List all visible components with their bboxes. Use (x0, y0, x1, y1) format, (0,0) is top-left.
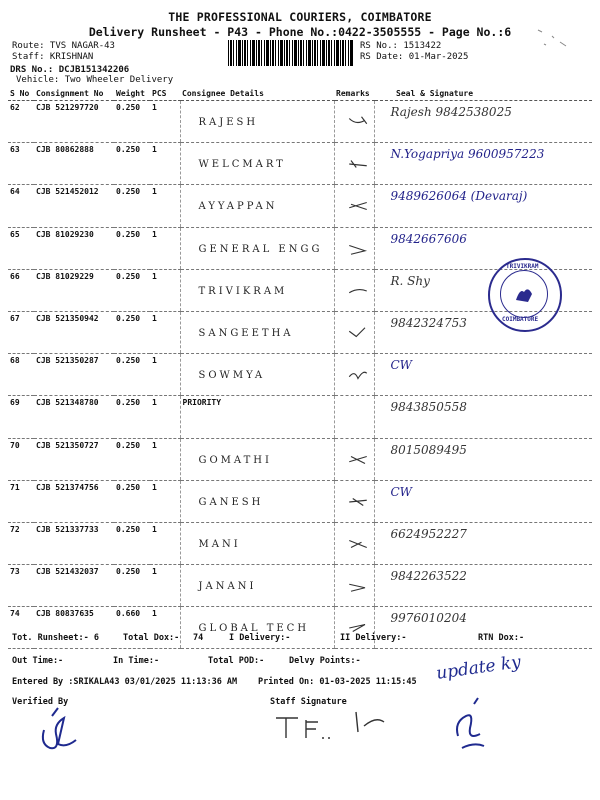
row-consignee-name: MANI (198, 538, 241, 550)
delvy-points: Delvy Points:- (289, 656, 361, 666)
ii-delivery-label: II Delivery:- (340, 633, 407, 643)
row-pcs: 1 (150, 396, 180, 438)
row-pcs: 1 (150, 311, 180, 353)
row-weight: 0.250 (114, 565, 150, 607)
row-remarks (334, 480, 374, 522)
company-seal (488, 258, 562, 332)
row-consignee (180, 311, 334, 353)
row-sno: 62 (8, 101, 34, 143)
row-pcs: 1 (150, 269, 180, 311)
remark-tick-icon (345, 199, 371, 213)
row-weight: 0.250 (114, 438, 150, 480)
row-weight: 0.250 (114, 396, 150, 438)
rtn-dox-label: RTN Dox:- (478, 633, 525, 643)
row-weight: 0.250 (114, 354, 150, 396)
row-pcs: 1 (150, 438, 180, 480)
col-consignment: Consignment No (34, 86, 114, 101)
row-remarks (334, 438, 374, 480)
row-signature-text: 9489626064 (Devaraj) (390, 189, 528, 204)
total-dox-value: 74 (193, 633, 204, 643)
row-remarks (334, 396, 374, 438)
row-weight: 0.250 (114, 269, 150, 311)
verifier-signature-icon (36, 704, 82, 756)
row-pcs: 1 (150, 227, 180, 269)
row-remarks (334, 185, 374, 227)
in-time: In Time:- (113, 656, 160, 666)
row-sno: 63 (8, 143, 34, 185)
row-consignment-no: CJB 521350287 (34, 354, 114, 396)
row-consignment-no: CJB 521432037 (34, 565, 114, 607)
row-pcs: 1 (150, 607, 180, 649)
col-consignee: Consignee Details (180, 86, 334, 101)
row-pcs: 1 (150, 354, 180, 396)
row-signature-text: 9842667606 (390, 231, 467, 246)
row-consignee (180, 354, 334, 396)
remark-tick-icon (345, 326, 371, 340)
printed-on: Printed On: 01-03-2025 11:15:45 (258, 677, 417, 687)
row-sno: 68 (8, 354, 34, 396)
row-signature-text: CW (390, 358, 413, 373)
row-consignee (180, 522, 334, 564)
staff-signature-label: Staff Signature (270, 697, 347, 707)
row-consignee-name: TRIVIKRAM (198, 285, 288, 297)
row-pcs: 1 (150, 522, 180, 564)
table-row (8, 480, 592, 522)
row-signature-text: 9842263522 (390, 569, 467, 584)
row-consignee (180, 227, 334, 269)
row-consignee-name: GOMATHI (198, 454, 272, 466)
row-signature (374, 522, 592, 564)
row-signature-text: 9976010204 (390, 611, 467, 626)
rs-number: RS No.: 1513422 (360, 41, 442, 51)
row-consignment-no: CJB 521452012 (34, 185, 114, 227)
remark-tick-icon (345, 115, 371, 129)
row-pcs: 1 (150, 480, 180, 522)
total-runsheet: Tot. Runsheet:- 6 (12, 633, 99, 643)
row-sno: 72 (8, 522, 34, 564)
row-consignee (180, 396, 334, 438)
table-row (8, 522, 592, 564)
row-consignee-name: SANGEETHA (198, 327, 294, 339)
row-weight: 0.250 (114, 522, 150, 564)
row-printed-note: PRIORITY (182, 398, 222, 408)
row-sno: 67 (8, 311, 34, 353)
row-signature (374, 354, 592, 396)
row-sno: 73 (8, 565, 34, 607)
row-remarks (334, 354, 374, 396)
row-consignment-no: CJB 521374756 (34, 480, 114, 522)
row-consignee-name: GENERAL ENGG (198, 243, 323, 255)
row-consignee (180, 185, 334, 227)
rs-date: RS Date: 01-Mar-2025 (360, 52, 469, 62)
remark-tick-icon (345, 368, 371, 382)
row-pcs: 1 (150, 565, 180, 607)
row-remarks (334, 311, 374, 353)
seal-bottom-text: COIMBATORE (502, 316, 539, 323)
consignment-table (8, 86, 592, 649)
row-consignee (180, 143, 334, 185)
remark-tick-icon (345, 284, 371, 298)
row-consignment-no: CJB 81029229 (34, 269, 114, 311)
table-row (8, 143, 592, 185)
row-signature-text: 6624952227 (390, 526, 467, 541)
row-signature-text: R. Shy (390, 273, 430, 288)
total-pod: Total POD:- (208, 656, 265, 666)
row-consignment-no: CJB 521350727 (34, 438, 114, 480)
row-consignment-no: CJB 521297720 (34, 101, 114, 143)
row-remarks (334, 227, 374, 269)
row-consignment-no: CJB 521348780 (34, 396, 114, 438)
table-row (8, 565, 592, 607)
runsheet-subtitle: Delivery Runsheet - P43 - Phone No.:0422-3505555 - Page No.:6 (88, 25, 512, 39)
row-consignee-name: RAJESH (198, 117, 259, 128)
row-consignee-name: JANANI (198, 581, 257, 593)
staff-signature-icon (272, 706, 392, 746)
row-weight: 0.250 (114, 185, 150, 227)
row-consignment-no: CJB 81029230 (34, 227, 114, 269)
row-sno: 70 (8, 438, 34, 480)
col-sno: S No (8, 86, 34, 101)
row-consignee (180, 269, 334, 311)
row-sno: 66 (8, 269, 34, 311)
row-consignee (180, 565, 334, 607)
row-consignment-no: CJB 80862888 (34, 143, 114, 185)
row-consignee-name: SOWMYA (198, 370, 266, 382)
remark-tick-icon (345, 242, 371, 256)
row-sno: 71 (8, 480, 34, 522)
i-delivery-label: I Delivery:- (229, 633, 291, 643)
row-signature (374, 227, 592, 269)
update-note: update ky (435, 652, 523, 684)
row-signature (374, 185, 592, 227)
row-signature-text: 9843850558 (390, 400, 467, 415)
row-pcs: 1 (150, 185, 180, 227)
row-signature-text: CW (390, 484, 413, 499)
remark-tick-icon (345, 157, 371, 171)
barcode (228, 40, 353, 66)
row-weight: 0.250 (114, 311, 150, 353)
row-weight: 0.250 (114, 227, 150, 269)
row-weight: 0.250 (114, 480, 150, 522)
remark-tick-icon (345, 537, 371, 551)
seal-emblem-icon (510, 280, 538, 308)
row-weight: 0.660 (114, 607, 150, 649)
row-signature (374, 311, 592, 353)
row-weight: 0.250 (114, 143, 150, 185)
row-signature (374, 396, 592, 438)
row-remarks (334, 522, 374, 564)
row-signature-text: Rajesh 9842538025 (390, 105, 512, 119)
row-consignment-no: CJB 80837635 (34, 607, 114, 649)
row-pcs: 1 (150, 143, 180, 185)
table-row (8, 354, 592, 396)
row-consignment-no: CJB 521337733 (34, 522, 114, 564)
row-weight: 0.250 (114, 101, 150, 143)
drs-number: DRS No.: DCJB151342206 (10, 65, 130, 75)
company-name: THE PROFESSIONAL COURIERS, COIMBATORE (168, 10, 432, 24)
row-sno: 65 (8, 227, 34, 269)
total-dox-label: Total Dox:- (123, 633, 180, 643)
remark-tick-icon (345, 579, 371, 593)
table-row (8, 438, 592, 480)
col-signature: Seal & Signature (374, 86, 592, 101)
remark-tick-icon (345, 453, 371, 467)
row-consignee-name: AYYAPPAN (198, 201, 278, 213)
seal-top-text: TRIVIKRAM (506, 263, 539, 270)
row-signature (374, 101, 592, 143)
row-sno: 74 (8, 607, 34, 649)
entered-by: Entered By :SRIKALA43 03/01/2025 11:13:36 AM (12, 677, 238, 687)
remark-tick-icon (345, 495, 371, 509)
row-pcs: 1 (150, 101, 180, 143)
row-sno: 64 (8, 185, 34, 227)
row-signature (374, 565, 592, 607)
pen-mark-icon (530, 26, 570, 54)
row-consignee (180, 438, 334, 480)
row-sno: 69 (8, 396, 34, 438)
col-weight: Weight (114, 86, 150, 101)
row-signature-text: 8015089495 (390, 442, 467, 457)
row-signature-text: N.Yogapriya 9600957223 (390, 147, 545, 162)
route-label: Route: TVS NAGAR-43 (12, 41, 115, 51)
table-row (8, 396, 592, 438)
row-signature (374, 438, 592, 480)
staff-label: Staff: KRISHNAN (12, 52, 94, 62)
row-consignee-name: GANESH (198, 496, 264, 508)
row-consignee-name: WELCMART (198, 159, 286, 171)
row-consignee (180, 101, 334, 143)
vehicle-label: Vehicle: Two Wheeler Delivery (16, 75, 174, 85)
col-remarks: Remarks (334, 86, 374, 101)
row-signature (374, 480, 592, 522)
out-time: Out Time:- (12, 656, 64, 666)
col-pcs: PCS (150, 86, 180, 101)
verified-by-label: Verified By (12, 697, 69, 707)
row-remarks (334, 565, 374, 607)
table-row (8, 101, 592, 143)
row-signature-text: 9842324753 (390, 315, 467, 330)
table-header-row (8, 86, 592, 101)
row-consignee-name: GLOBAL TECH (198, 623, 310, 635)
row-consignee (180, 480, 334, 522)
row-remarks (334, 101, 374, 143)
receiver-signature-icon (440, 692, 500, 752)
row-remarks (334, 269, 374, 311)
row-remarks (334, 143, 374, 185)
row-consignment-no: CJB 521350942 (34, 311, 114, 353)
row-signature (374, 143, 592, 185)
table-row (8, 185, 592, 227)
